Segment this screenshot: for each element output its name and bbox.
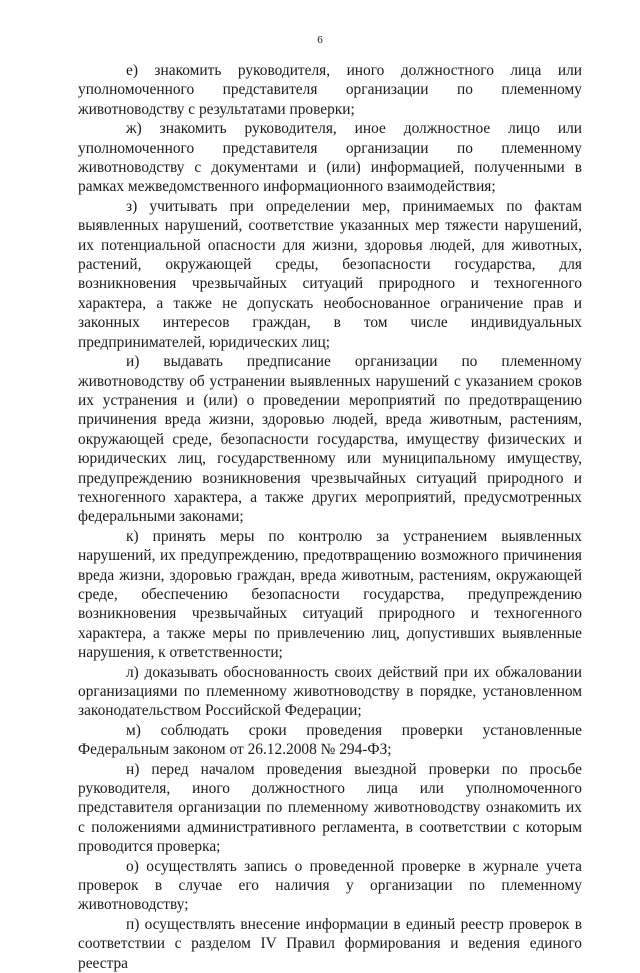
document-body: [78, 61, 582, 973]
paragraph-i: и) выдавать предписание организации по племенному животноводству об устранении выявленных нарушений с указанием сроков их устранения и (или) о проведении мероприятий по предотвращению причинения вреда жизни, здоровью людей, вреда животным, растениям, окружающей среде, безопасности государства, имуществу физических и юридических лиц, государственному или муниципальному имуществу, предупреждению возникновения чрезвычайных ситуаций природного и техногенного характера, а также других мероприятий, предусмотренных федеральными законами;: [78, 353, 582, 526]
paragraph-p: п) осуществлять внесение информации в единый реестр проверок в соответствии с разделом IV Правил формирования и ведения единого реестра: [78, 915, 582, 972]
paragraph-o: о) осуществлять запись о проведенной проверке в журнале учета проверок в случае его наличия у организации по племенному животноводству;: [78, 857, 582, 914]
paragraph-n: н) перед началом проведения выездной проверки по просьбе руководителя, иного должностного лица или уполномоченного представителя организации по племенному животноводству ознакомить их с положениями административного регламента, в соответствии с которым проводится проверка;: [78, 760, 582, 856]
paragraph-zh: ж) знакомить руководителя, иное должностное лицо или уполномоченного представителя организации по племенному животноводству с документами и (или) информацией, полученными в рамках межведомственного информационного взаимодействия;: [78, 120, 582, 196]
paragraph-l: л) доказывать обоснованность своих действий при их обжаловании организациями по племенному животноводству в порядке, установленном законодательством Российской Федерации;: [78, 663, 582, 720]
paragraph-k: к) принять меры по контролю за устранением выявленных нарушений, их предупреждению, предотвращению возможного причинения вреда жизни, здоровью граждан, вреда животным, растениям, окружающей среде, обеспечению безопасности государства, предупреждению возникновения чрезвычайных ситуаций природного и техногенного характера, а также меры по привлечению лиц, допустивших выявленные нарушения, к ответственности;: [78, 527, 582, 662]
paragraph-z: з) учитывать при определении мер, принимаемых по фактам выявленных нарушений, соответствие указанных мер тяжести нарушений, их потенциальной опасности для жизни, здоровья людей, для животных, растений, окружающей среды, безопасности государства, для возникновения чрезвычайных ситуаций природного и техногенного характера, а также не допускать необоснованное ограничение прав и законных интересов граждан, в том числе индивидуальных предпринимателей, юридических лиц;: [78, 197, 582, 351]
page-number: 6: [317, 34, 323, 46]
paragraph-m: м) соблюдать сроки проведения проверки установленные Федеральным законом от 26.12.2008 № 294-ФЗ;: [78, 721, 582, 759]
paragraph-e: е) знакомить руководителя, иного должностного лица или уполномоченного представителя организации по племенному животноводству с результатами проверки;: [78, 62, 582, 118]
